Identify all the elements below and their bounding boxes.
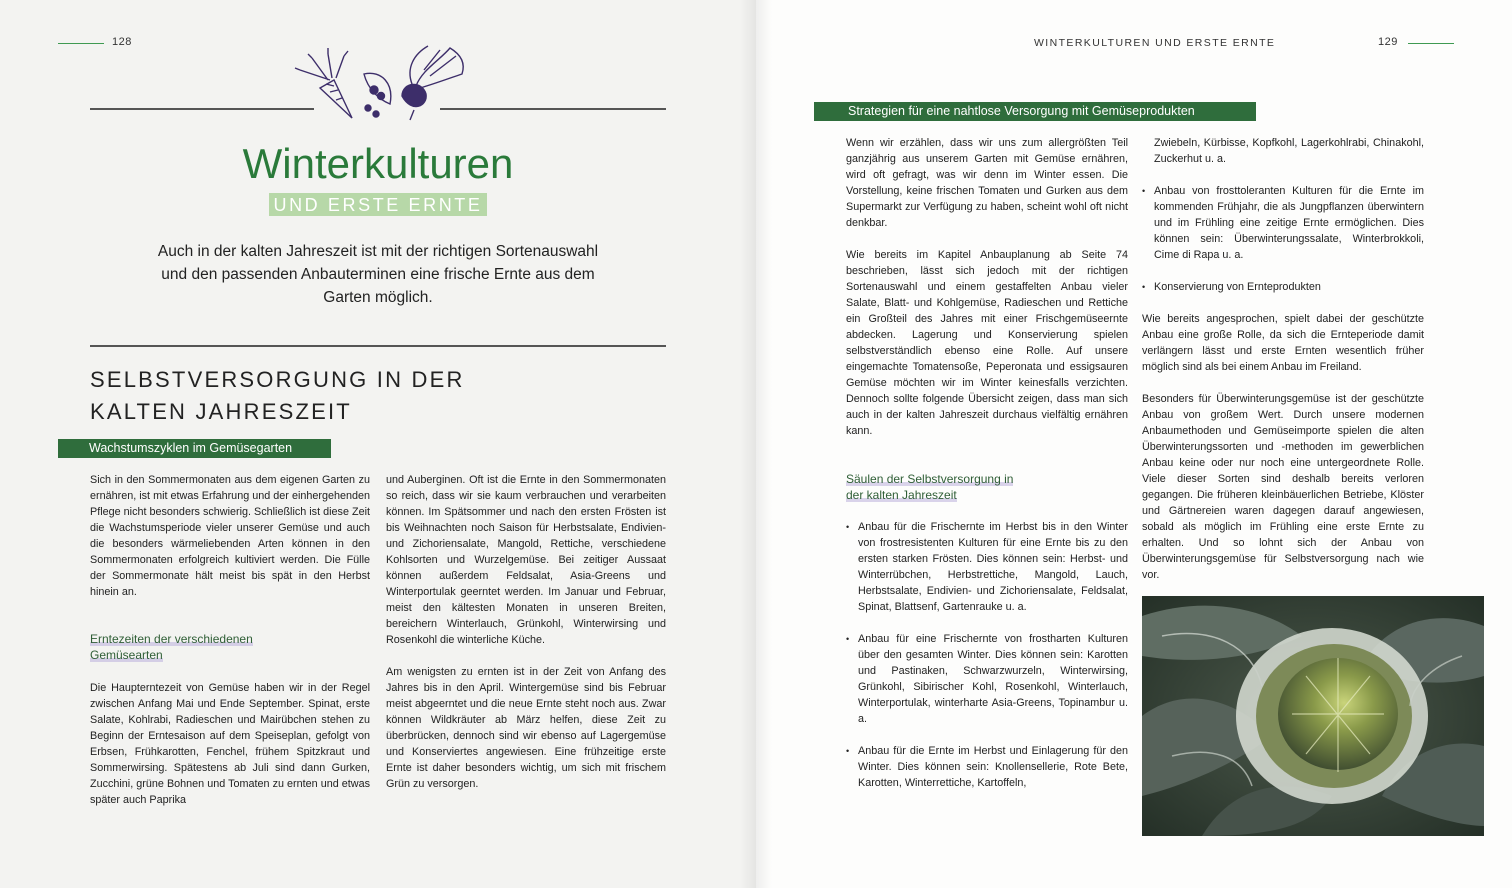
- pea-pod-icon: [364, 73, 391, 117]
- subheading-saeulen: [846, 471, 1128, 503]
- left-column-1-bottom: [90, 680, 370, 824]
- paragraph: Wenn wir erzählen, dass wir uns zum allergrößten Teil ganzjährig aus unserem Garten mit Gemüse ernähren, wird oft gefragt, was wir denn im Winter essen. Die Vorstellung, keine frischen Tomaten und Gurken aus dem Supermarkt zur Verfügung zu haben, scheint wohl oft nicht denkbar.: [846, 137, 1128, 229]
- top-rule-left: [90, 108, 314, 110]
- right-column-2-cont: [1142, 135, 1424, 175]
- chapter-subtitle: UND ERSTE ERNTE: [269, 193, 486, 216]
- paragraph: Sich in den Sommermonaten aus dem eigenen Garten zu ernähren, ist mit etwas Erfahrung und der einhergehenden Pflege nicht besonders schwierig. Schließlich ist diese Zeit die Wachstumsperiode vieler unserer Gemüse und auch die besonders wärmeliebenden Arten können in den Sommermonaten erfolgreich kultiviert werden. Die Fülle der Sommermonate hält meist bis spät in den Herbst hinein an.: [90, 474, 370, 598]
- subheading-erntezeiten: [90, 631, 370, 663]
- running-head: WINTERKULTUREN UND ERSTE ERNTE: [1034, 37, 1276, 49]
- chapter-subtitle-wrap: [90, 193, 666, 216]
- list-item: • Konservierung von Ernteprodukten: [1142, 279, 1424, 295]
- page-number: 129: [1378, 36, 1398, 48]
- paragraph: Besonders für Überwinterungsgemüse ist der geschützte Anbau von großem Wert. Durch unsere modernen Anbaumethoden und Gemüseimporte spielen die alten Überwinterungssorten und -methoden im gewerblichen Anbau keine oder nur noch eine untergeordnete Rolle. Viele dieser Sorten sind deshalb bereits verloren gegangen. Die früheren kleinbäuerlichen Betriebe, Klöster und Gärtnereien waren dagegen darauf angewiesen, sobald als möglich im Frühling eine erste Ernte zu erhalten. Und so lohnt sich der Anbau von Überwinterungsgemüse für Selbstversorgung nach wie vor.: [1142, 393, 1424, 581]
- paragraph: Am wenigsten zu ernten ist in der Zeit von Anfang des Jahres bis in den April. Wintergemüse sind bis Februar meist abgeerntet und die neue Ernte steht noch aus. Zwar können Wildkräuter ab März helfen, diese Zeit zu überbrücken, dennoch sind wir ebenso auf Lagergemüse und Konserviertes angewiesen. Eine frühzeitige erste Ernte ist daher besonders wichtig, um sich mit frischem Grün zu versorgen.: [386, 666, 666, 790]
- subheading-line1: Erntezeiten der verschiedenen: [90, 632, 253, 646]
- paragraph: Die Haupterntezeit von Gemüse haben wir in der Regel zwischen Anfang Mai und Ende September. Spinat, erste Salate, Kohlrabi, Radieschen und Mairübchen stehen zu Beginn der Erntesaison auf dem Speiseplan, gefolgt von Erbsen, Frühkarotten, Fenchel, frühem Spitzkraut und Sommerwirsing. Spätestens ab Juli sind dann Gurken, Zucchini, grüne Bohnen und Tomaten zu ernten und etwas später auch Paprika: [90, 682, 370, 806]
- folio-line: [58, 43, 104, 44]
- left-column-1-top: [90, 472, 370, 616]
- right-column-1-bullets: [846, 519, 1128, 807]
- section-heading: [90, 364, 465, 428]
- section-rule: [90, 345, 666, 347]
- bullet-list: [1142, 183, 1424, 295]
- list-item: • Anbau für eine Frischernte von frostharten Kulturen über den gesamten Winter. Dies können sein: Karotten und Pastinaken, Schwarzwurzeln, Winterwirsing, Grünkohl, Sibirischer Kohl, Rosenkohl, Winterlauch, Winterportulak, winterharte Asia-Greens, Topinambur u. a.: [846, 631, 1128, 727]
- subheading-line2: Gemüsearten: [90, 648, 163, 662]
- right-column-2-bullets: [1142, 183, 1424, 311]
- section-bar-wachstumszyklen: Wachstumszyklen im Gemüsegarten: [58, 439, 331, 458]
- section-heading-line1: SELBSTVERSORGUNG IN DER: [90, 367, 465, 392]
- paragraph: und Auberginen. Oft ist die Ernte in den Sommermonaten so reich, dass wir sie kaum verbrauchen und verarbeiten können. Im Spätsommer und nach den ersten Frösten ist bis Weihnachten noch Saison für Herbstsalate, Endivien- und Zichoriensalate, Mangold, Rettiche, verschiedene Kohlsorten und Wurzelgemüse. Bei zeitiger Aussaat können außerdem Feldsalat, Asia-Greens und Winterportulak geerntet werden. Im Januar und Februar, meist den kältesten Monaten in unseren Breiten, bereichern Winterlauch, Grünkohl, Winterwirsing und Rosenkohl die winterliche Küche.: [386, 474, 666, 646]
- bullet-list: [846, 519, 1128, 791]
- left-column-2: [386, 472, 666, 808]
- list-item: • Anbau von frosttoleranten Kulturen für die Ernte im kommenden Frühjahr, die als Jungpflanzen überwintern und im Frühling eine zeitige Ernte ermöglichen. Dies können sein: Überwinterungssalate, Winterbrokkoli, Cime di Rapa u. a.: [1142, 183, 1424, 263]
- paragraph: Zwiebeln, Kürbisse, Kopfkohl, Lagerkohlrabi, Chinakohl, Zuckerhut u. a.: [1154, 137, 1424, 165]
- subheading-line1: Säulen der Selbstversorgung in: [846, 472, 1014, 486]
- paragraph: Wie bereits angesprochen, spielt dabei der geschützte Anbau eine große Rolle, da sich die Ernteperiode damit verlängern lässt und erste Ernten wesentlich früher möglich sind als bei einem Anbau im Freiland.: [1142, 313, 1424, 373]
- section-heading-line2: KALTEN JAHRESZEIT: [90, 399, 352, 424]
- chapter-title: Winterkulturen: [242, 140, 514, 187]
- page-number: 128: [112, 36, 132, 48]
- subheading-line2: der kalten Jahreszeit: [846, 488, 957, 502]
- list-item: • Anbau für die Ernte im Herbst und Einlagerung für den Winter. Dies können sein: Knollensellerie, Rote Bete, Karotten, Winterrettiche, Kartoffeln,: [846, 743, 1128, 791]
- right-page: [756, 0, 1512, 888]
- folio-line: [1408, 43, 1454, 44]
- paragraph: Wie bereits im Kapitel Anbauplanung ab Seite 74 beschrieben, lässt sich jedoch mit der richtigen Sortenauswahl und einem gestaffelten Anbau vieler Salate, Blatt- und Kohlgemüse, Radieschen und Rettiche ein Großteil des Jahres mit einer Frischgemüseernte abdecken. Lagerung und Konservierung spielen selbstverständlich ebenso eine Rolle. Auf unsere eingemachte Tomatensoße, Peperonata und essigsauren Gemüse möchten wir im Winter keinesfalls verzichten. Dennoch sollte folgende Übersicht zeigen, dass man sich auch in der kalten Jahreszeit durchaus vielfältig ernähren kann.: [846, 249, 1128, 437]
- right-column-1-top: [846, 135, 1128, 455]
- list-item: • Anbau für die Frischernte im Herbst bis in den Winter von frostresistenten Kulturen für eine Ernte bis zu den ersten starken Frösten. Dies können sein: Herbst- und Winterrübchen, Herbstrettiche, Mangold, Lauch, Herbstsalate, Endivien- und Zichoriensalate, Feldsalat, Spinat, Blattsenf, Gartenrauke u. a.: [846, 519, 1128, 615]
- frosted-cabbage-photo: [1142, 596, 1484, 836]
- top-rule-right: [440, 108, 666, 110]
- vegetable-illustration: [290, 40, 470, 122]
- chapter-lead: Auch in der kalten Jahreszeit ist mit der richtigen Sortenauswahl und den passenden Anbauterminen eine frische Ernte aus dem Garten möglich.: [157, 243, 599, 306]
- right-column-2-text: [1142, 311, 1424, 599]
- section-bar-strategien: Strategien für eine nahtlose Versorgung mit Gemüseprodukten: [814, 102, 1256, 121]
